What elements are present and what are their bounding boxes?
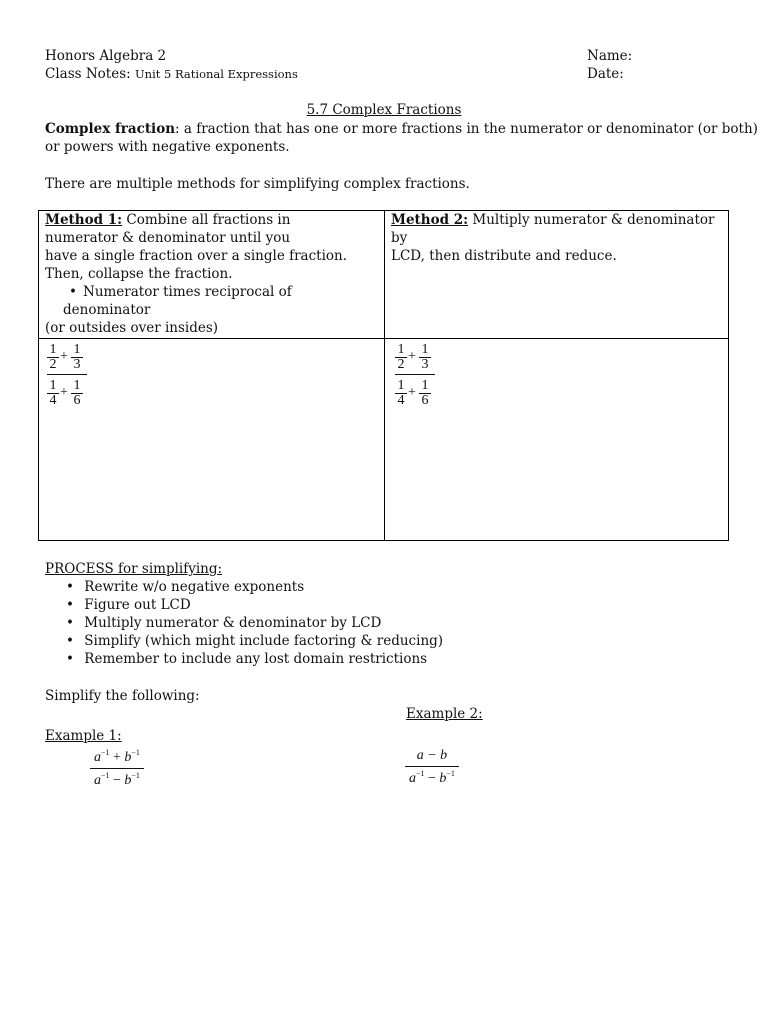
definition-line-1 bbox=[45, 120, 758, 138]
example1-expression bbox=[90, 748, 144, 789]
denominator: 3 bbox=[421, 357, 429, 372]
list-item-text: Rewrite w/o negative exponents bbox=[84, 579, 305, 595]
fraction-1-6 bbox=[419, 379, 431, 408]
denominator: 2 bbox=[397, 357, 405, 372]
numerator: 1 bbox=[71, 379, 83, 394]
date-label: Date: bbox=[587, 66, 624, 82]
denominator: 4 bbox=[397, 393, 405, 408]
simplify-label: Simplify the following: bbox=[45, 688, 200, 704]
section-title-text: 5.7 Complex Fractions bbox=[306, 102, 462, 118]
name-label: Name: bbox=[587, 48, 633, 64]
example2-expression bbox=[405, 748, 459, 787]
method2-title: Method 2: bbox=[391, 212, 469, 228]
denominator: 4 bbox=[49, 393, 57, 408]
process-title-text: PROCESS for simplifying: bbox=[45, 561, 223, 577]
numerator: 1 bbox=[71, 343, 83, 358]
fraction-1-6 bbox=[71, 379, 83, 408]
plus-sign: + bbox=[408, 385, 416, 400]
method1-title: Method 1: bbox=[45, 212, 123, 228]
example1-denominator: $a^{-1} - b^{-1}$ bbox=[94, 771, 140, 788]
fraction-1-4 bbox=[47, 379, 59, 408]
plus-sign: + bbox=[60, 349, 68, 364]
main-fraction-bar bbox=[395, 374, 435, 375]
denominator: 3 bbox=[73, 357, 81, 372]
method1-line6: (or outsides over insides) bbox=[45, 320, 219, 336]
class-notes-line bbox=[45, 65, 298, 83]
method1-line2: numerator & denominator until you bbox=[45, 230, 291, 246]
method1-line3: have a single fraction over a single fraction. bbox=[45, 248, 348, 264]
numerator: 1 bbox=[395, 343, 407, 358]
example2-label-text: Example 2: bbox=[406, 706, 483, 722]
intro-text: There are multiple methods for simplifying complex fractions. bbox=[45, 176, 470, 192]
method1-bullet-item bbox=[45, 283, 380, 319]
method2-line1: Multiply numerator & denominator by bbox=[391, 212, 715, 246]
method1-bullet-text: Numerator times reciprocal of denominator bbox=[63, 284, 292, 318]
list-item-text: Simplify (which might include factoring & reducing) bbox=[84, 633, 444, 649]
list-item bbox=[60, 596, 443, 614]
list-item bbox=[60, 614, 443, 632]
unit-label: Unit 5 Rational Expressions bbox=[134, 67, 298, 81]
method2-cell bbox=[391, 211, 726, 265]
list-item-text: Figure out LCD bbox=[84, 597, 191, 613]
fraction-1-3 bbox=[71, 343, 83, 372]
example2-numerator: a − b bbox=[416, 748, 448, 763]
fraction-1-4 bbox=[395, 379, 407, 408]
example1-numerator: $a^{-1} + b^{-1}$ bbox=[94, 748, 140, 765]
example1-label-text: Example 1: bbox=[45, 728, 122, 744]
method1-line1: Combine all fractions in bbox=[122, 212, 291, 228]
method2-complex-fraction bbox=[395, 343, 439, 417]
method1-line4: Then, collapse the fraction. bbox=[45, 266, 233, 282]
table-divider-vertical bbox=[384, 211, 385, 540]
bullet-icon: • bbox=[69, 284, 77, 300]
method1-complex-fraction bbox=[47, 343, 91, 417]
fraction-bar bbox=[405, 766, 459, 767]
list-item bbox=[60, 650, 443, 668]
denominator: 6 bbox=[73, 393, 81, 408]
bullet-icon: • bbox=[66, 597, 74, 613]
definition-term: Complex fraction bbox=[45, 121, 176, 137]
list-item-text: Multiply numerator & denominator by LCD bbox=[84, 615, 382, 631]
fraction-1-2 bbox=[47, 343, 59, 372]
class-notes-label: Class Notes: bbox=[45, 66, 131, 82]
course-title: Honors Algebra 2 bbox=[45, 48, 167, 64]
plus-sign: + bbox=[60, 385, 68, 400]
definition-line-2: or powers with negative exponents. bbox=[45, 139, 290, 155]
numerator: 1 bbox=[395, 379, 407, 394]
section-title bbox=[0, 101, 768, 119]
example2-label bbox=[406, 705, 483, 723]
methods-table bbox=[38, 210, 729, 541]
bullet-icon: • bbox=[66, 633, 74, 649]
fraction-1-3 bbox=[419, 343, 431, 372]
table-divider-horizontal bbox=[39, 338, 728, 339]
list-item bbox=[60, 578, 443, 596]
list-item-text: Remember to include any lost domain restrictions bbox=[84, 651, 428, 667]
list-item bbox=[60, 632, 443, 650]
definition-text: : a fraction that has one or more fractions in the numerator or denominator (or both) bbox=[175, 121, 758, 137]
fraction-1-2 bbox=[395, 343, 407, 372]
numerator: 1 bbox=[419, 343, 431, 358]
fraction-bar bbox=[90, 768, 144, 769]
example1-label bbox=[45, 727, 122, 745]
bullet-icon: • bbox=[66, 615, 74, 631]
method2-line2: LCD, then distribute and reduce. bbox=[391, 248, 617, 264]
example2-denominator: $a^{-1} - b^{-1}$ bbox=[409, 769, 455, 786]
bullet-icon: • bbox=[66, 579, 74, 595]
process-steps-list bbox=[60, 578, 443, 668]
denominator: 2 bbox=[49, 357, 57, 372]
numerator: 1 bbox=[419, 379, 431, 394]
bullet-icon: • bbox=[66, 651, 74, 667]
numerator: 1 bbox=[47, 379, 59, 394]
method1-cell bbox=[45, 211, 380, 337]
denominator: 6 bbox=[421, 393, 429, 408]
process-title bbox=[45, 560, 222, 578]
plus-sign: + bbox=[408, 349, 416, 364]
numerator: 1 bbox=[47, 343, 59, 358]
main-fraction-bar bbox=[47, 374, 87, 375]
